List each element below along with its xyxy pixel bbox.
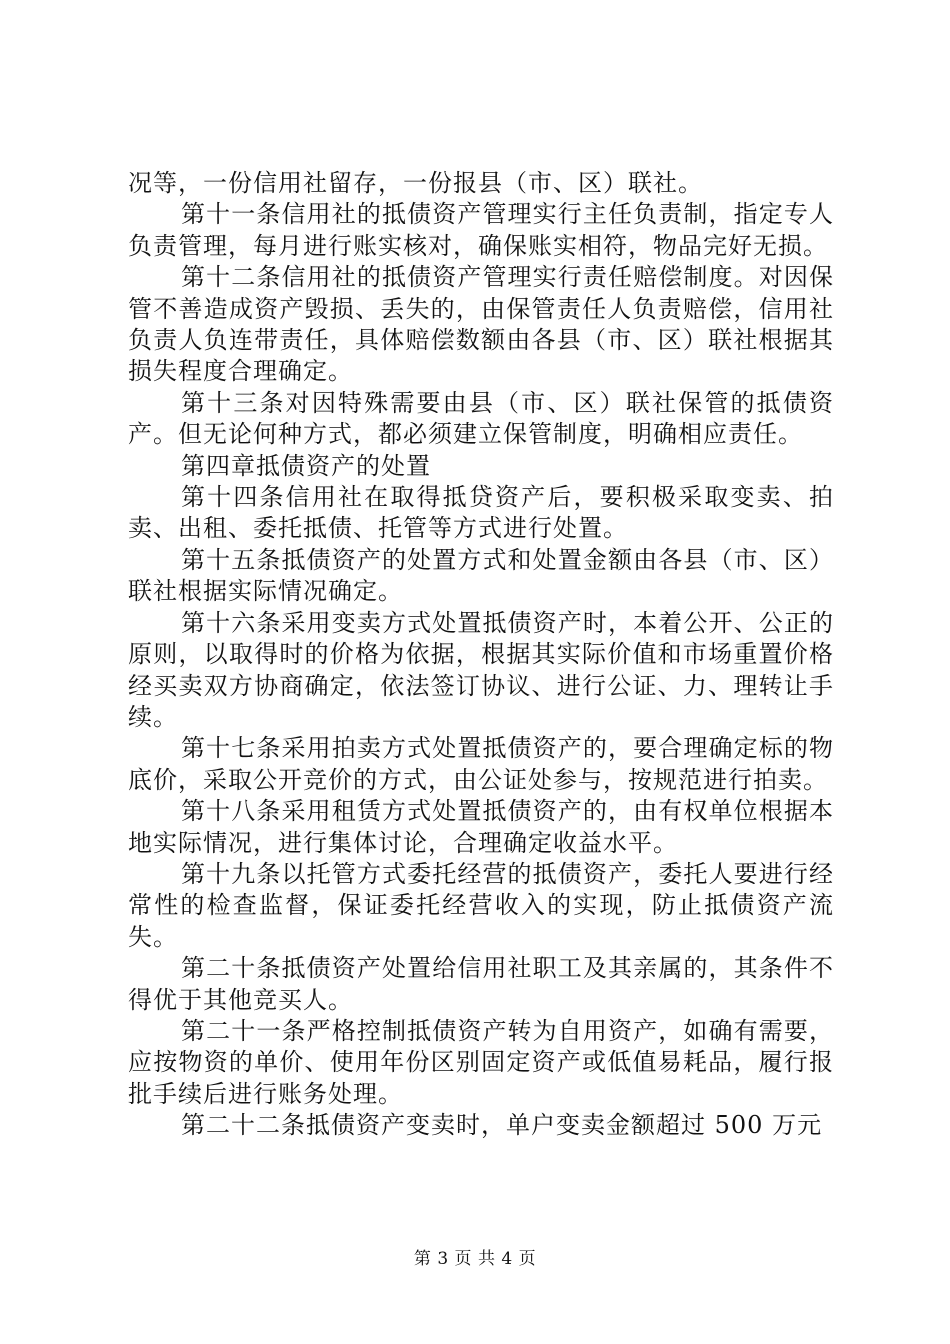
paragraph-article-16: 第十六条采用变卖方式处置抵债资产时，本着公开、公正的原则，以取得时的价格为依据，根据其实际价值和市场重置价格经买卖双方协商确定，依法签订协议、进行公证、力、理转让手续。: [128, 608, 834, 731]
paragraph-article-22: 第二十二条抵债资产变卖时，单户变卖金额超过 500 万元: [181, 1111, 823, 1140]
page-number-footer: 第 3 页 共 4 页: [413, 1249, 537, 1269]
chapter-heading: 第四章抵债资产的处置: [181, 451, 431, 480]
paragraph-article-12: 第十二条信用社的抵债资产管理实行责任赔偿制度。对因保管不善造成资产毁损、丢失的，由保管责任人负责赔偿，信用社负责人负连带责任，具体赔偿数额由各县（市、区）联社根据其损失程度合理确定。: [128, 263, 834, 386]
paragraph-continuation: 况等，一份信用社留存，一份报县（市、区）联社。: [128, 169, 703, 197]
paragraph-article-19: 第十九条以托管方式委托经营的抵债资产，委托人要进行经常性的检查监督，保证委托经营收入的实现，防止抵债资产流失。: [128, 859, 834, 951]
document-body: [128, 168, 834, 1142]
paragraph-article-18: 第十八条采用租赁方式处置抵债资产的，由有权单位根据本地实际情况，进行集体讨论，合理确定收益水平。: [128, 797, 834, 857]
paragraph-article-21: 第二十一条严格控制抵债资产转为自用资产，如确有需要，应按物资的单价、使用年份区别固定资产或低值易耗品，履行报批手续后进行账务处理。: [128, 1016, 834, 1108]
paragraph-article-20: 第二十条抵债资产处置给信用社职工及其亲属的，其条件不得优于其他竞买人。: [128, 954, 834, 1014]
paragraph-article-15: 第十五条抵债资产的处置方式和处置金额由各县（市、区）联社根据实际情况确定。: [128, 545, 834, 606]
paragraph-article-14: 第十四条信用社在取得抵贷资产后，要积极采取变卖、拍卖、出租、委托抵债、托管等方式进行处置。: [128, 483, 834, 543]
paragraph-article-13: 第十三条对因特殊需要由县（市、区）联社保管的抵债资产。但无论何种方式，都必须建立保管制度，明确相应责任。: [128, 388, 834, 449]
paragraph-article-11: 第十一条信用社的抵债资产管理实行主任负责制，指定专人负责管理，每月进行账实核对，确保账实相符，物品完好无损。: [128, 200, 834, 260]
paragraph-article-17: 第十七条采用拍卖方式处置抵债资产的，要合理确定标的物底价，采取公开竞价的方式，由公证处参与，按规范进行拍卖。: [128, 734, 834, 794]
